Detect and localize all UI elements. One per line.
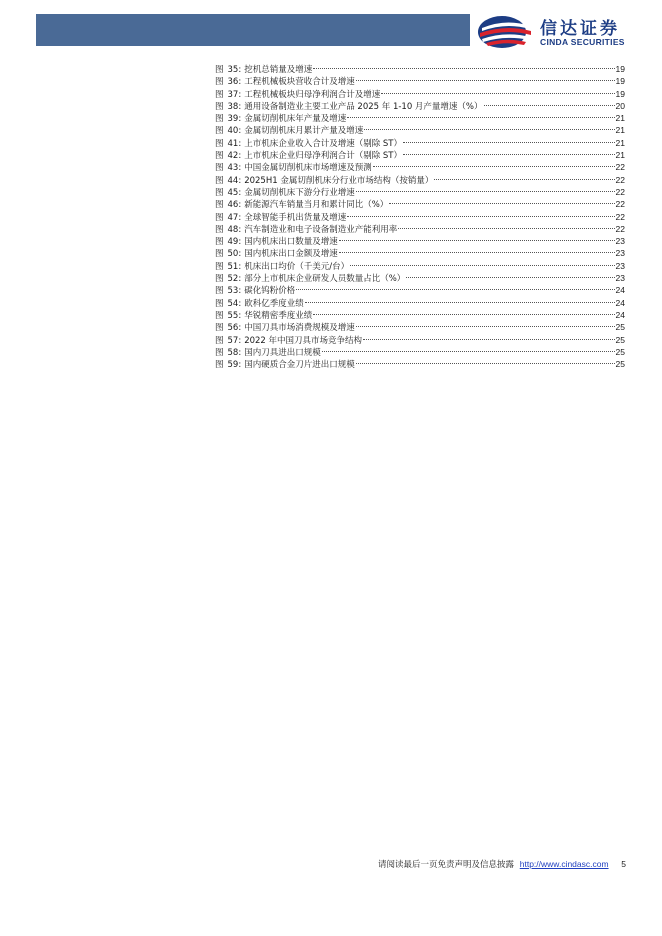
toc-entry-label: 图 <box>215 237 224 248</box>
toc-entry-page: 21 <box>615 137 625 148</box>
toc-entry-number: 50: <box>227 249 242 260</box>
toc-entry-page: 22 <box>615 174 625 185</box>
toc-dot-leader <box>313 56 614 69</box>
toc-entry-label: 图 <box>215 101 224 112</box>
toc-entry-title: 上市机床企业归母净利润合计（剔除 ST） <box>244 151 402 162</box>
toc-entry-label: 图 <box>215 298 224 309</box>
toc-dot-leader <box>389 191 614 204</box>
cinda-logo-icon <box>476 14 532 50</box>
toc-entry-number: 57: <box>227 335 242 346</box>
toc-dot-leader <box>305 290 615 303</box>
toc-entry-number: 45: <box>227 187 242 198</box>
toc-entry-title: 上市机床企业收入合计及增速（剔除 ST） <box>244 138 402 149</box>
toc-entry-number: 38: <box>227 101 242 112</box>
toc-entry-number: 36: <box>227 77 242 88</box>
toc-entry-number: 44: <box>227 175 242 186</box>
toc-entry-number: 46: <box>227 200 242 211</box>
toc-dot-leader <box>347 105 614 118</box>
toc-entry-title: 2022 年中国刀具市场竞争结构 <box>244 335 363 346</box>
toc-entry-title: 2025H1 金属切削机床分行业市场结构（按销量） <box>244 175 434 186</box>
toc-entry-number: 39: <box>227 114 242 125</box>
toc-entry-title: 全球智能手机出货量及增速 <box>244 212 347 223</box>
toc-dot-leader <box>322 339 615 352</box>
toc-entry-title: 国内刀具进出口规模 <box>244 347 321 358</box>
toc-entry-label: 图 <box>215 360 224 371</box>
toc-entry-title: 金属切削机床月累计产量及增速 <box>244 126 364 137</box>
toc-entry-label: 图 <box>215 347 224 358</box>
figure-table-of-contents <box>215 59 625 371</box>
toc-entry-label: 图 <box>215 286 224 297</box>
toc-entry-number: 48: <box>227 224 242 235</box>
toc-entry-page: 23 <box>615 273 625 284</box>
toc-dot-leader <box>356 351 615 364</box>
toc-entry-title: 工程机械板块归母净利润合计及增速 <box>244 89 381 100</box>
footer-website-link[interactable]: http://www.cindasc.com <box>519 859 609 869</box>
toc-entry-label: 图 <box>215 163 224 174</box>
toc-dot-leader <box>350 253 614 266</box>
toc-entry-title: 汽车制造业和电子设备制造业产能利用率 <box>244 224 398 235</box>
toc-dot-leader <box>296 277 614 290</box>
toc-entry-label: 图 <box>215 126 224 137</box>
toc-entry-page: 25 <box>615 346 625 357</box>
toc-entry-title: 金属切削机床下游分行业增速 <box>244 187 355 198</box>
toc-entry-number: 35: <box>227 65 242 75</box>
toc-entry-page: 25 <box>615 334 625 345</box>
toc-entry-number: 52: <box>227 274 242 285</box>
toc-dot-leader <box>356 314 615 327</box>
toc-entry-number: 37: <box>227 89 242 100</box>
toc-entry-number: 42: <box>227 151 242 162</box>
toc-entry-label: 图 <box>215 138 224 149</box>
toc-entry-page: 20 <box>615 100 625 111</box>
toc-dot-leader <box>356 179 615 192</box>
toc-entry-page: 23 <box>615 248 625 259</box>
toc-entry-page: 19 <box>615 64 625 74</box>
toc-dot-leader <box>398 216 614 229</box>
toc-dot-leader <box>434 167 614 180</box>
toc-dot-leader <box>347 204 614 217</box>
toc-entry-page: 23 <box>615 236 625 247</box>
toc-entry-page: 24 <box>615 297 625 308</box>
toc-entry-title: 国内机床出口数量及增速 <box>244 237 338 248</box>
toc-entry-label: 图 <box>215 114 224 125</box>
toc-entry-number: 41: <box>227 138 242 149</box>
toc-entry-label: 图 <box>215 175 224 186</box>
toc-dot-leader <box>381 81 614 94</box>
toc-entry-page: 23 <box>615 260 625 271</box>
toc-entry-title: 欧科亿季度业绩 <box>244 298 304 309</box>
toc-dot-leader <box>364 117 614 130</box>
toc-entry-number: 43: <box>227 163 242 174</box>
company-logo <box>476 12 656 52</box>
toc-dot-leader <box>406 265 614 278</box>
toc-entry-number: 54: <box>227 298 242 309</box>
header-bar <box>36 14 470 46</box>
toc-dot-leader <box>484 93 615 106</box>
toc-entry-page: 24 <box>615 309 625 320</box>
toc-entry-title: 新能源汽车销量当月和累计同比（%） <box>244 200 389 211</box>
toc-dot-leader <box>313 302 614 315</box>
toc-entry-label: 图 <box>215 65 224 75</box>
toc-entry-page: 22 <box>615 199 625 210</box>
logo-english-name: CINDA SECURITIES <box>540 37 625 47</box>
toc-entry-page: 21 <box>615 150 625 161</box>
toc-entry-page: 25 <box>615 322 625 333</box>
page-footer <box>300 858 626 870</box>
toc-dot-leader <box>356 68 615 81</box>
toc-entry-number: 47: <box>227 212 242 223</box>
toc-entry-page: 24 <box>615 285 625 296</box>
toc-entry-label: 图 <box>215 249 224 260</box>
toc-entry-label: 图 <box>215 151 224 162</box>
toc-entry-title: 通用设备制造业主要工业产品 2025 年 1-10 月产量增速（%） <box>244 101 483 112</box>
toc-entry-title: 碳化钨粉价格 <box>244 286 296 297</box>
toc-entry-page: 25 <box>615 359 625 370</box>
toc-entry-page: 22 <box>615 162 625 173</box>
toc-entry-number: 58: <box>227 347 242 358</box>
toc-entry-title: 机床出口均价（千美元/台） <box>244 261 350 272</box>
toc-entry-title: 金属切削机床年产量及增速 <box>244 114 347 125</box>
toc-entry-label: 图 <box>215 200 224 211</box>
toc-entry-page: 21 <box>615 125 625 136</box>
toc-entry-title: 部分上市机床企业研发人员数量占比（%） <box>244 274 406 285</box>
toc-entry-title: 国内机床出口金额及增速 <box>244 249 338 260</box>
toc-dot-leader <box>363 327 614 340</box>
toc-entry-page: 22 <box>615 223 625 234</box>
toc-entry-label: 图 <box>215 323 224 334</box>
toc-entry-page: 19 <box>615 88 625 99</box>
toc-entry-label: 图 <box>215 274 224 285</box>
toc-entry-page: 19 <box>615 76 625 87</box>
toc-entry-title: 挖机总销量及增速 <box>244 65 313 75</box>
toc-dot-leader <box>403 130 615 143</box>
toc-entry-label: 图 <box>215 89 224 100</box>
toc-dot-leader <box>403 142 615 155</box>
toc-entry-number: 49: <box>227 237 242 248</box>
page-number: 5 <box>621 859 626 869</box>
footer-disclaimer: 请阅读最后一页免责声明及信息披露 <box>378 860 515 870</box>
toc-entry-label: 图 <box>215 310 224 321</box>
toc-entry-number: 40: <box>227 126 242 137</box>
toc-entry-title: 国内硬质合金刀片进出口规模 <box>244 360 355 371</box>
toc-entry-label: 图 <box>215 335 224 346</box>
toc-entry-title: 华锐精密季度业绩 <box>244 310 313 321</box>
toc-entry-label: 图 <box>215 212 224 223</box>
toc-entry-page: 22 <box>615 186 625 197</box>
toc-entry-label: 图 <box>215 224 224 235</box>
toc-entry-page: 22 <box>615 211 625 222</box>
toc-dot-leader <box>373 154 615 167</box>
toc-entry-number: 55: <box>227 310 242 321</box>
toc-entry-page: 21 <box>615 113 625 124</box>
toc-entry-number: 59: <box>227 360 242 371</box>
toc-entry-title: 中国金属切削机床市场增速及预测 <box>244 163 372 174</box>
logo-chinese-name: 信达证券 <box>540 19 620 39</box>
toc-dot-leader <box>339 240 615 253</box>
toc-entry-label: 图 <box>215 77 224 88</box>
toc-entry-title: 工程机械板块营收合计及增速 <box>244 77 355 88</box>
toc-entry-number: 51: <box>227 261 242 272</box>
toc-entry-number: 56: <box>227 323 242 334</box>
toc-entry-title: 中国刀具市场消费规模及增速 <box>244 323 355 334</box>
toc-entry-number: 53: <box>227 286 242 297</box>
toc-entry-label: 图 <box>215 187 224 198</box>
toc-entry-label: 图 <box>215 261 224 272</box>
toc-dot-leader <box>339 228 615 241</box>
